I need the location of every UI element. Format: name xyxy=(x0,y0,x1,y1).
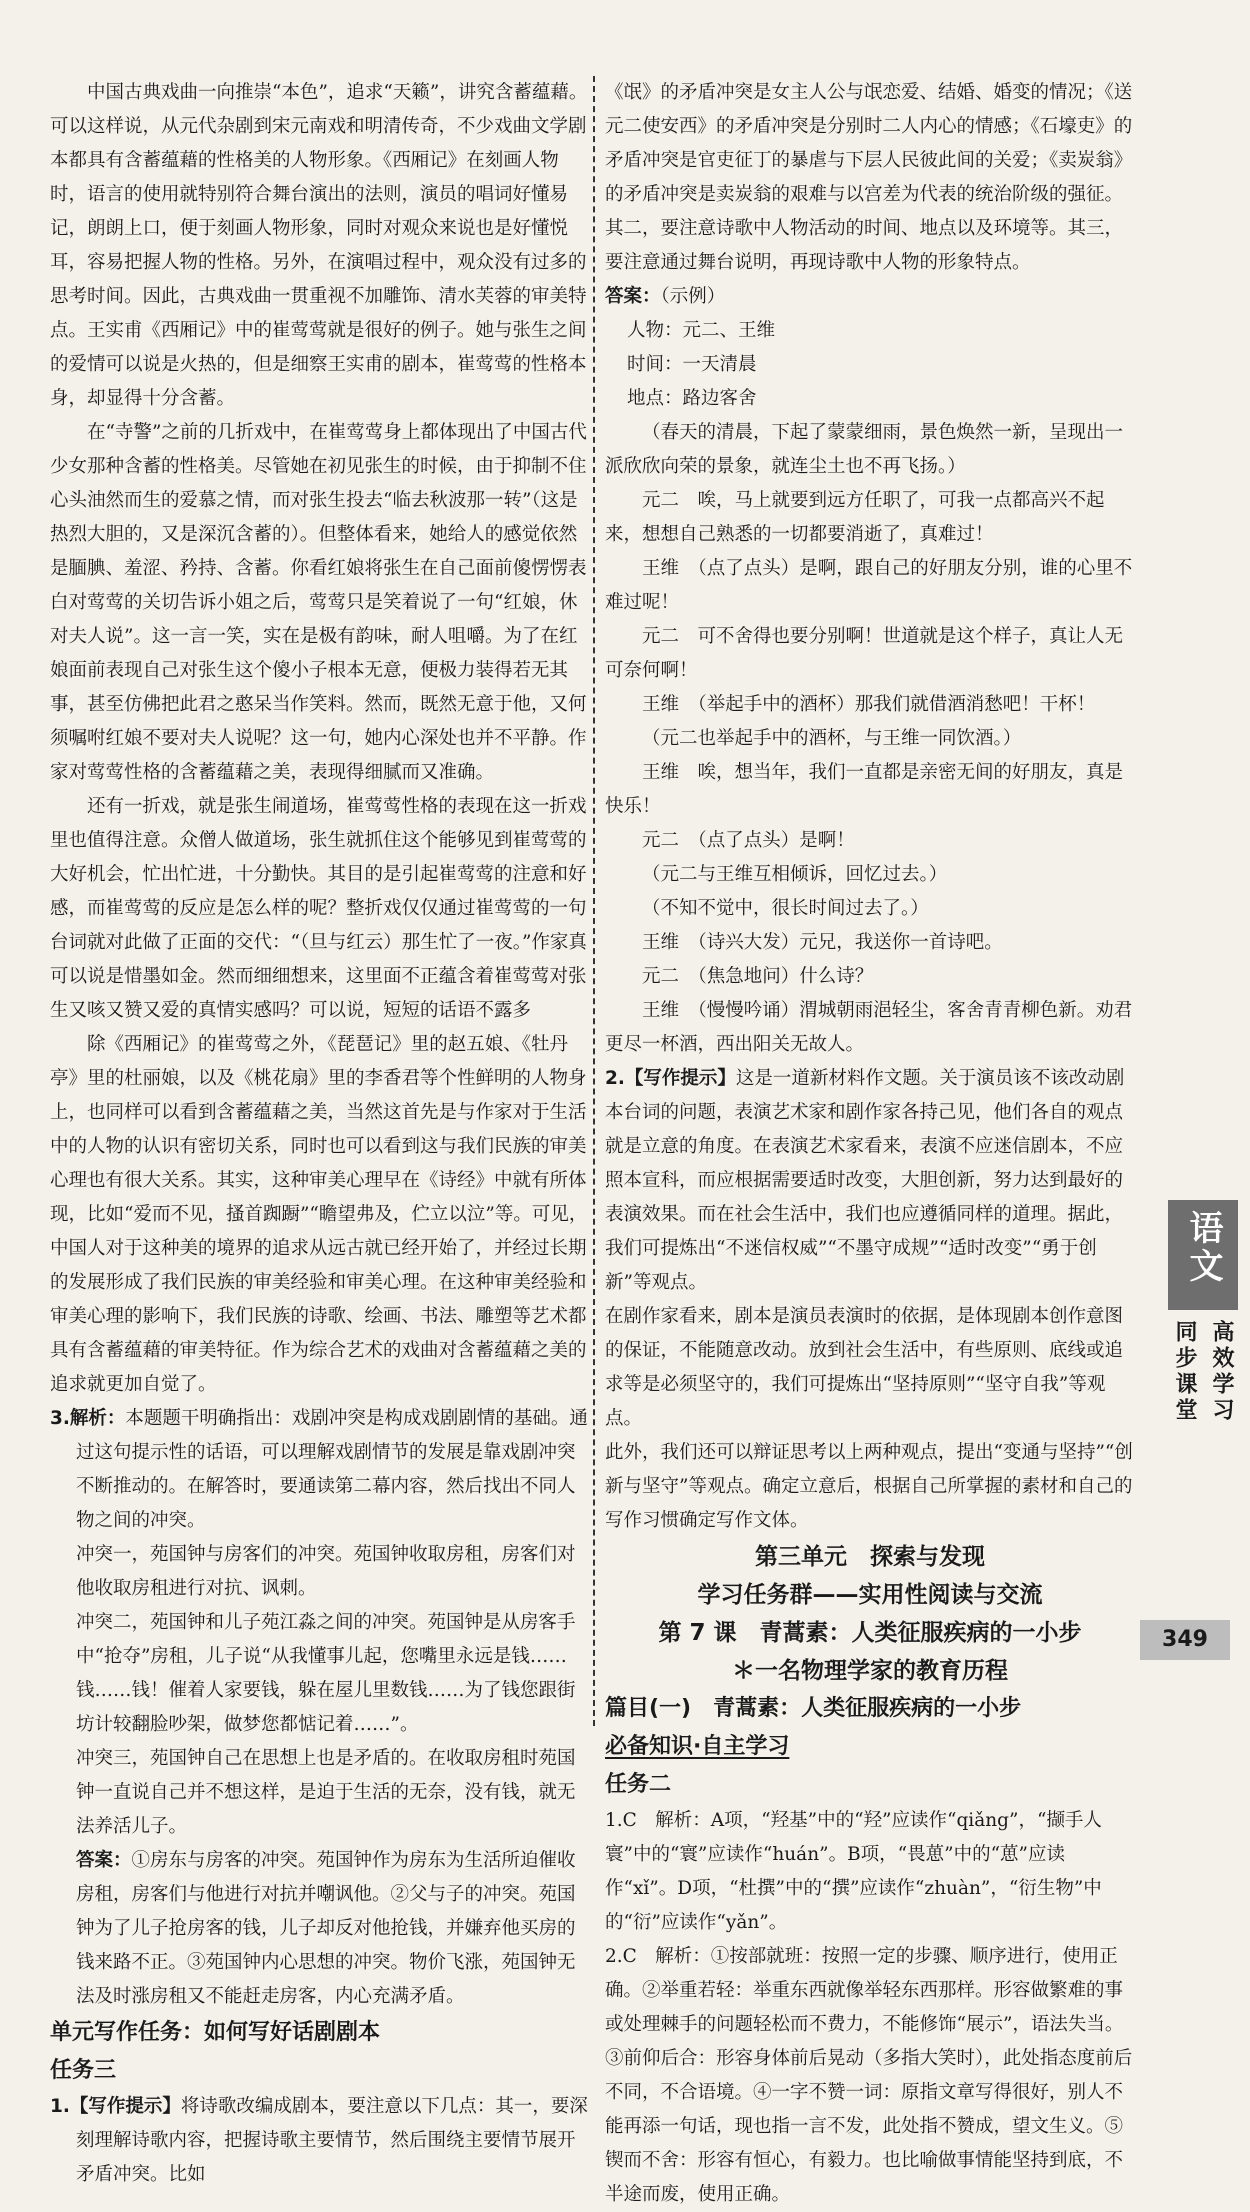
right-column xyxy=(605,76,1135,2212)
column-divider xyxy=(593,76,595,1726)
conflict-item: 冲突二，苑国钟和儿子苑江淼之间的冲突。苑国钟是从房客手中“抢夺”房租，儿子说“从我懂事儿起，您嘴里永远是钱……钱……钱！催着人家要钱，躲在屋儿里数钱……为了钱您跟街坊计较翻脸吵架，做梦您都惦记着……”。 xyxy=(76,1612,576,1735)
answer: 答案：①房东与房客的冲突。苑国钟作为房东为生活所迫催收房租，房客们与他进行对抗并嘲讽他。②父与子的冲突。苑国钟为了儿子抢房客的钱，儿子却反对他抢钱，并嫌弃他买房的钱来路不正。③苑国钟内心思想的冲突。物价飞涨，苑国钟无法及时涨房租又不能赶走房客，内心充满矛盾。 xyxy=(76,1850,576,2007)
stage-direction: （不知不觉中，很长时间过去了。） xyxy=(642,898,929,919)
script-characters: 人物：元二、王维 xyxy=(627,320,776,341)
conflict-item: 冲突三，苑国钟自己在思想上也是矛盾的。在收取房租时苑国钟一直说自己并不想这样，是迫于生活的无奈，没有钱，就无法养活儿子。 xyxy=(76,1748,576,1837)
dialogue-line: 王维 （慢慢吟诵）渭城朝雨浥轻尘，客舍青青柳色新。劝君更尽一杯酒，西出阳关无故人。 xyxy=(605,1000,1133,1055)
dialogue-line: 元二 唉，马上就要到远方任职了，可我一点都高兴不起来，想想自己熟悉的一切都要消逝了，真难过！ xyxy=(605,490,1105,545)
paragraph: 在剧作家看来，剧本是演员表演时的依据，是体现剧本创作意图的保证，不能随意改动。放到社会生活中，有些原则、底线或追求等是必须坚守的，我们可提炼出“坚持原则”“坚守自我”等观点。 xyxy=(605,1306,1124,1429)
stage-direction: （元二也举起手中的酒杯，与王维一同饮酒。） xyxy=(642,728,1022,749)
subject-tab: 语文 xyxy=(1168,1200,1238,1310)
article-heading: 篇目(一) 青蒿素：人类征服疾病的一小步 xyxy=(605,1696,1022,1721)
dialogue-line: 元二 （焦急地问）什么诗？ xyxy=(642,966,874,987)
question-1-writing-tip: 1.【写作提示】将诗歌改编成剧本，要注意以下几点：其一，要深刻理解诗歌内容，把握诗歌主要情节，然后围绕主要情节展开矛盾冲突。比如 xyxy=(50,2096,588,2185)
task-group-heading: 学习任务群——实用性阅读与交流 xyxy=(697,1582,1043,1608)
dialogue-line: 元二 可不舍得也要分别啊！世道就是这个样子，真让人无可奈何啊！ xyxy=(605,626,1124,681)
answer-item: 2.C 解析：①按部就班：按照一定的步骤、顺序进行，使用正确。②举重若轻：举重东西就像举轻东西那样。形容做繁难的事或处理棘手的问题轻松而不费力，不能修饰“展示”，语法失当。③前仰后合：形容身体前后晃动（多指大笑时），此处指态度前后不同，不合语境。④一字不赞一词：原指文章写得很好，别人不能再添一句话，现也指一言不发，此处指不赞成，望文生义。⑤锲而不舍：形容有恒心，有毅力。也比喻做事情能坚持到底，不半途而废，使用正确。 xyxy=(605,1946,1133,2205)
section-heading: 必备知识·自主学习 xyxy=(605,1734,790,1759)
paragraph: 还有一折戏，就是张生闹道场，崔莺莺性格的表现在这一折戏里也值得注意。众僧人做道场，张生就抓住这个能够见到崔莺莺的大好机会，忙出忙进，十分勤快。其目的是引起崔莺莺的注意和好感，而崔莺莺的反应是怎么样的呢？整折戏仅仅通过崔莺莺的一句台词就对此做了正面的交代：“（旦与红云）那生忙了一夜。”作家真可以说是惜墨如金。然而细细想来，这里面不正蕴含着崔莺莺对张生又咳又赞又爱的真情实感吗？可以说，短短的话语不露多 xyxy=(50,796,587,1021)
unit-heading: 第三单元 探索与发现 xyxy=(755,1544,985,1570)
paragraph: 在“寺警”之前的几折戏中，在崔莺莺身上都体现出了中国古代少女那种含蓄的性格美。尽管她在初见张生的时候，由于抑制不住心头油然而生的爱慕之情，而对张生投去“临去秋波那一转”（这是热烈大胆的，又是深沉含蓄的）。但整体看来，她给人的感觉依然是腼腆、羞涩、矜持、含蓄。你看红娘将张生在自己面前傻愣愣表白对莺莺的关切告诉小姐之后，莺莺只是笑着说了一句“红娘，休对夫人说”。这一言一笑，实在是极有韵味，耐人咀嚼。为了在红娘面前表现自己对张生这个傻小子根本无意，便极力装得若无其事，甚至仿佛把此君之憨呆当作笑料。然而，既然无意于他，又何须嘱咐红娘不要对夫人说呢？这一句，她内心深处也并不平静。作家对莺莺性格的含蓄蕴藉之美，表现得细腻而又准确。 xyxy=(50,422,587,783)
dialogue-line: 元二 （点了点头）是啊！ xyxy=(642,830,855,851)
paragraph: 除《西厢记》的崔莺莺之外，《琵琶记》里的赵五娘、《牡丹亭》里的杜丽娘，以及《桃花扇》里的李香君等个性鲜明的人物身上，也同样可以看到含蓄蕴藉之美，当然这首先是与作家对于生活中的人物的认识有密切关系，同时也可以看到这与我们民族的审美心理也有很大关系。其实，这种审美心理早在《诗经》中就有所体现，比如“爱而不见，搔首踟蹰”“瞻望弗及，伫立以泣”等。可见，中国人对于这种美的境界的追求从远古就已经开始了，并经过长期的发展形成了我们民族的审美经验和审美心理。在这种审美经验和审美心理的影响下，我们民族的诗歌、绘画、书法、雕塑等艺术都具有含蓄蕴藉的审美特征。作为综合艺术的戏曲对含蓄蕴藉之美的追求就更加自觉了。 xyxy=(50,1034,588,1395)
stage-direction: （元二与王维互相倾诉，回忆过去。） xyxy=(642,864,948,885)
question-3-analysis: 3.解析：本题题干明确指出：戏剧冲突是构成戏剧剧情的基础。通过这句提示性的话语，可以理解戏剧情节的发展是靠戏剧冲突不断推动的。在解答时，要通读第二幕内容，然后找出不同人物之间的冲突。 xyxy=(50,1408,588,1531)
paragraph: 此外，我们还可以辩证思考以上两种观点，提出“变通与坚持”“创新与坚守”等观点。确定立意后，根据自己所掌握的素材和自己的写作习惯确定写作文体。 xyxy=(605,1442,1133,1531)
paragraph: 中国古典戏曲一向推崇“本色”，追求“天籁”，讲究含蓄蕴藉。可以这样说，从元代杂剧到宋元南戏和明清传奇，不少戏曲文学剧本都具有含蓄蕴藉的性格美的人物形象。《西厢记》在刻画人物时，语言的使用就特别符合舞台演出的法则，演员的唱词好懂易记，朗朗上口，便于刻画人物形象，同时对观众来说也是好懂悦耳，容易把握人物的性格。另外，在演唱过程中，观众没有过多的思考时间。因此，古典戏曲一贯重视不加雕饰、清水芙蓉的审美特点。王实甫《西厢记》中的崔莺莺就是很好的例子。她与张生之间的爱情可以说是火热的，但是细察王实甫的剧本，崔莺莺的性格本身，却显得十分含蓄。 xyxy=(50,82,588,409)
question-2-writing-tip: 2.【写作提示】这是一道新材料作文题。关于演员该不该改动剧本台词的问题，表演艺术家和剧作家各持己见，他们各自的观点就是立意的角度。在表演艺术家看来，表演不应迷信剧本，不应照本宣科，而应根据需要适时改变，大胆创新，努力达到最好的表演效果。而在社会生活中，我们也应遵循同样的道理。据此，我们可提炼出“不迷信权威”“不墨守成规”“适时改变”“勇于创新”等观点。 xyxy=(605,1068,1125,1293)
task-heading: 任务三 xyxy=(50,2058,117,2083)
left-column xyxy=(50,76,590,2192)
dialogue-line: 王维 （点了点头）是啊，跟自己的好朋友分别，谁的心里不难过呢！ xyxy=(605,558,1133,613)
task-heading: 任务二 xyxy=(605,1772,672,1797)
lesson-subheading: ＊一名物理学家的教育历程 xyxy=(732,1658,1008,1684)
page-number: 349 xyxy=(1140,1620,1230,1660)
script-time: 时间：一天清晨 xyxy=(627,354,757,375)
dialogue-line: 王维 （举起手中的酒杯）那我们就借酒消愁吧！干杯！ xyxy=(642,694,1096,715)
conflict-item: 冲突一，苑国钟与房客们的冲突。苑国钟收取房租，房客们对他收取房租进行对抗、讽刺。 xyxy=(76,1544,576,1599)
section-heading: 单元写作任务：如何写好话剧剧本 xyxy=(50,2020,381,2045)
dialogue-line: 王维 唉，想当年，我们一直都是亲密无间的好朋友，真是快乐！ xyxy=(605,762,1124,817)
script-place: 地点：路边客舍 xyxy=(627,388,757,409)
answer-item: 1.C 解析：A项，“羟基”中的“羟”应读作“qiǎng”，“撷手人寰”中的“寰”应读作“huán”。B项，“畏葸”中的“葸”应读作“xǐ”。D项，“杜撰”中的“撰”应读作“zhuàn”，“衍生物”中的“衍”应读作“yǎn”。 xyxy=(605,1810,1102,1933)
paragraph: 《氓》的矛盾冲突是女主人公与氓恋爱、结婚、婚变的情况；《送元二使安西》的矛盾冲突是分别时二人内心的情感；《石壕吏》的矛盾冲突是官吏征丁的暴虐与下层人民彼此间的关爱；《卖炭翁》的矛盾冲突是卖炭翁的艰难与以宫差为代表的统治阶级的强征。其二，要注意诗歌中人物活动的时间、地点以及环境等。其三，要注意通过舞台说明，再现诗歌中人物的形象特点。 xyxy=(605,82,1133,273)
lesson-heading: 第 7 课 青蒿素：人类征服疾病的一小步 xyxy=(658,1620,1082,1646)
sidebar-course-title: 同步课堂 高效学习 xyxy=(1172,1320,1234,1424)
stage-direction: （春天的清晨，下起了蒙蒙细雨，景色焕然一新，呈现出一派欣欣向荣的景象，就连尘土也不再飞扬。） xyxy=(605,422,1124,477)
answer-heading: 答案：（示例） xyxy=(605,286,726,307)
dialogue-line: 王维 （诗兴大发）元兄，我送你一首诗吧。 xyxy=(642,932,1003,953)
